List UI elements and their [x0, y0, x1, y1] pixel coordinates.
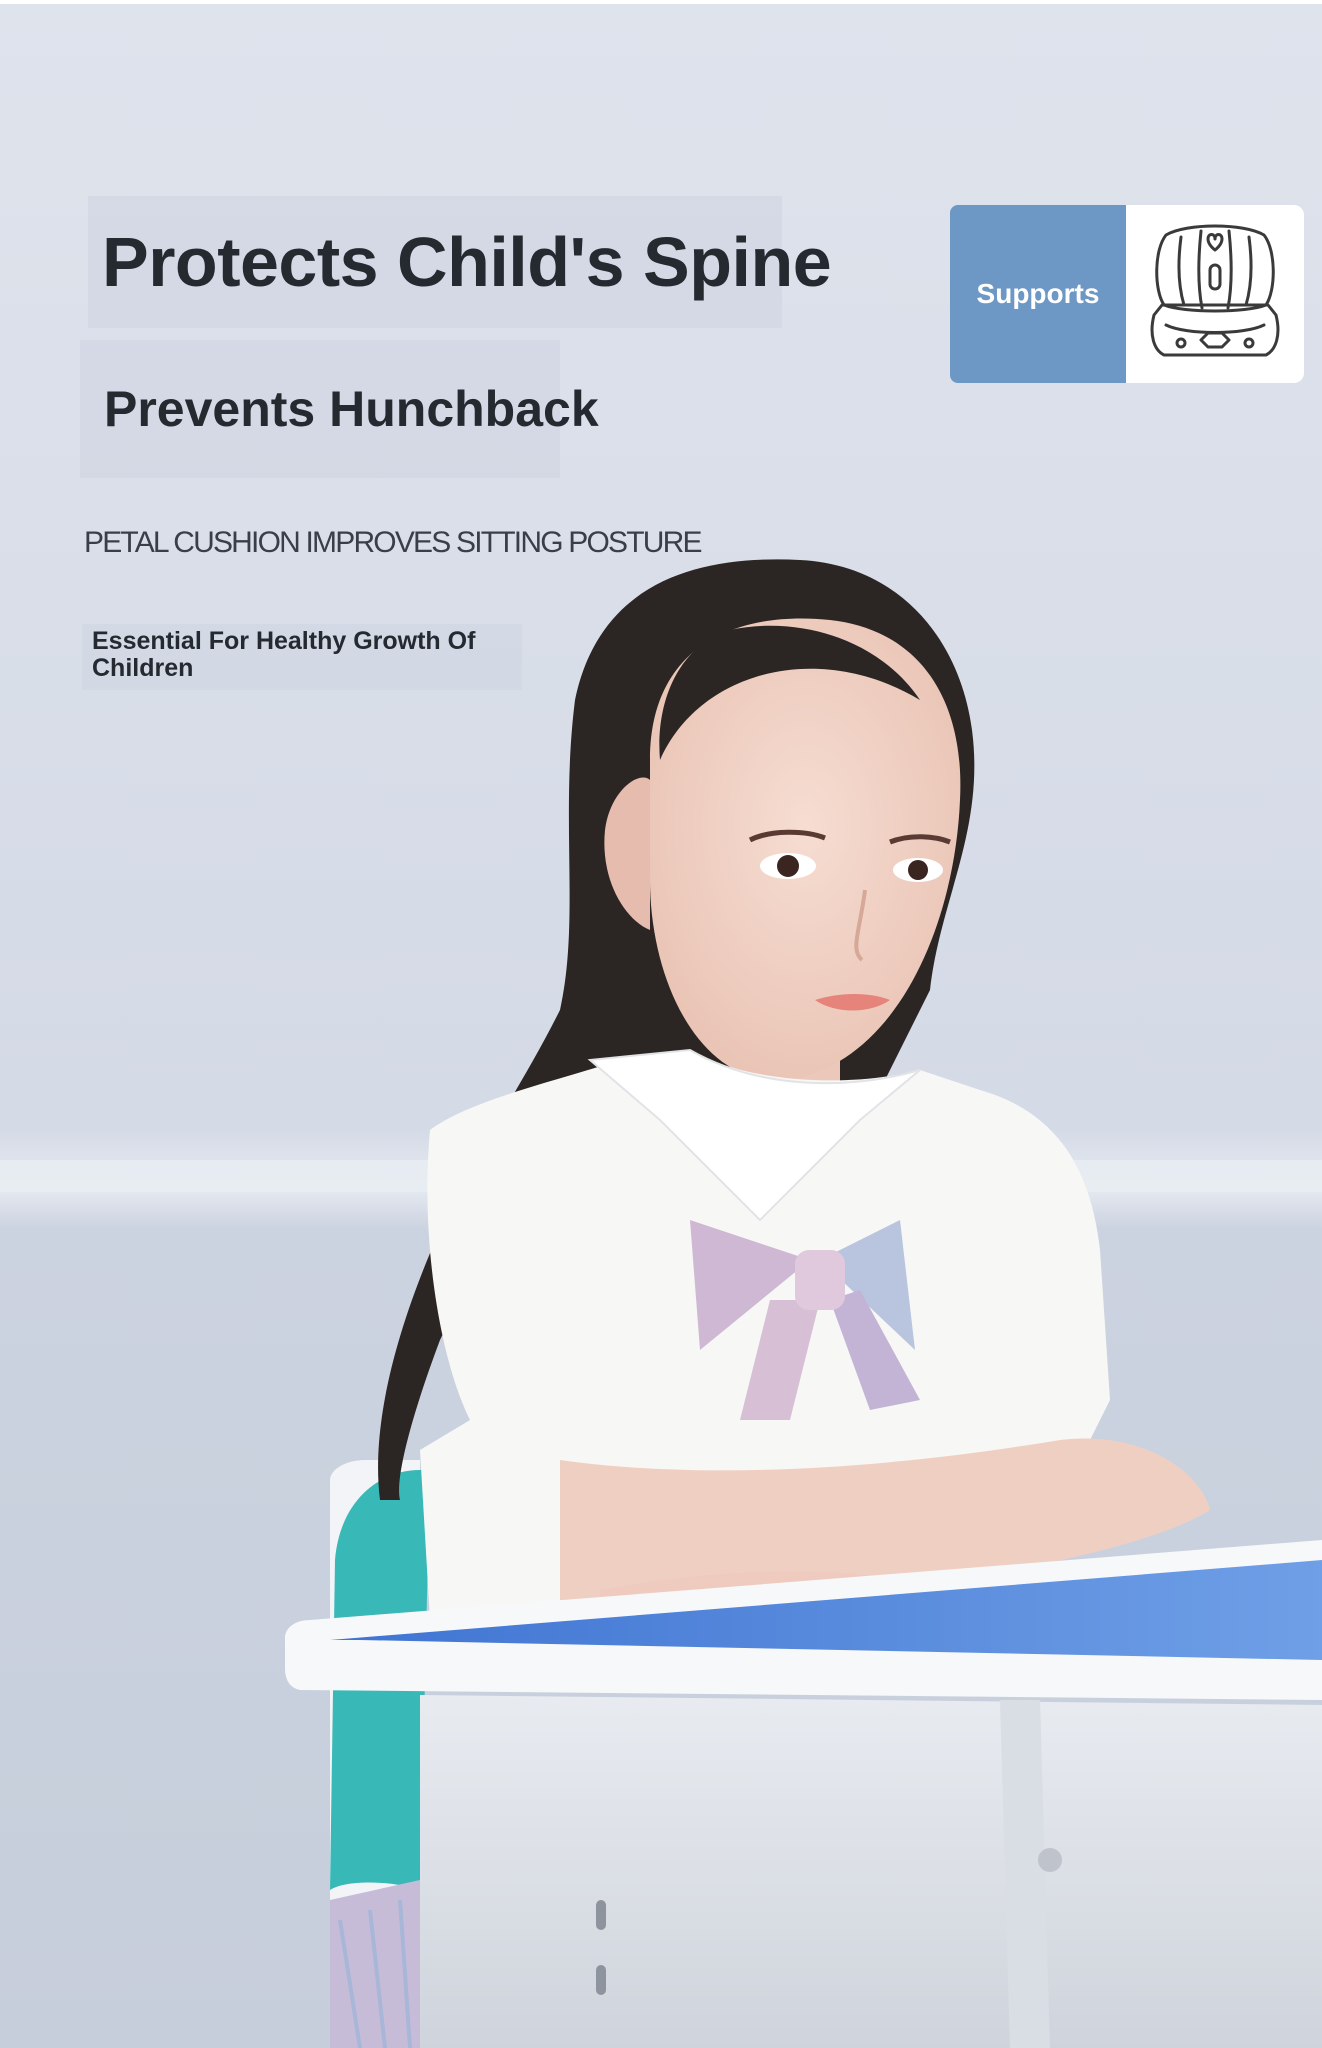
- cushion-outline-icon: [1126, 205, 1304, 383]
- subheadline: Prevents Hunchback: [80, 340, 560, 478]
- supports-card: [950, 205, 1304, 383]
- caption: Essential For Healthy Growth Of Children: [82, 624, 522, 690]
- tagline: PETAL CUSHION IMPROVES SITTING POSTURE: [84, 526, 701, 559]
- cushion-thumbnail[interactable]: [1126, 205, 1304, 383]
- supports-button[interactable]: Supports: [950, 205, 1126, 383]
- headline: Protects Child's Spine: [88, 196, 782, 328]
